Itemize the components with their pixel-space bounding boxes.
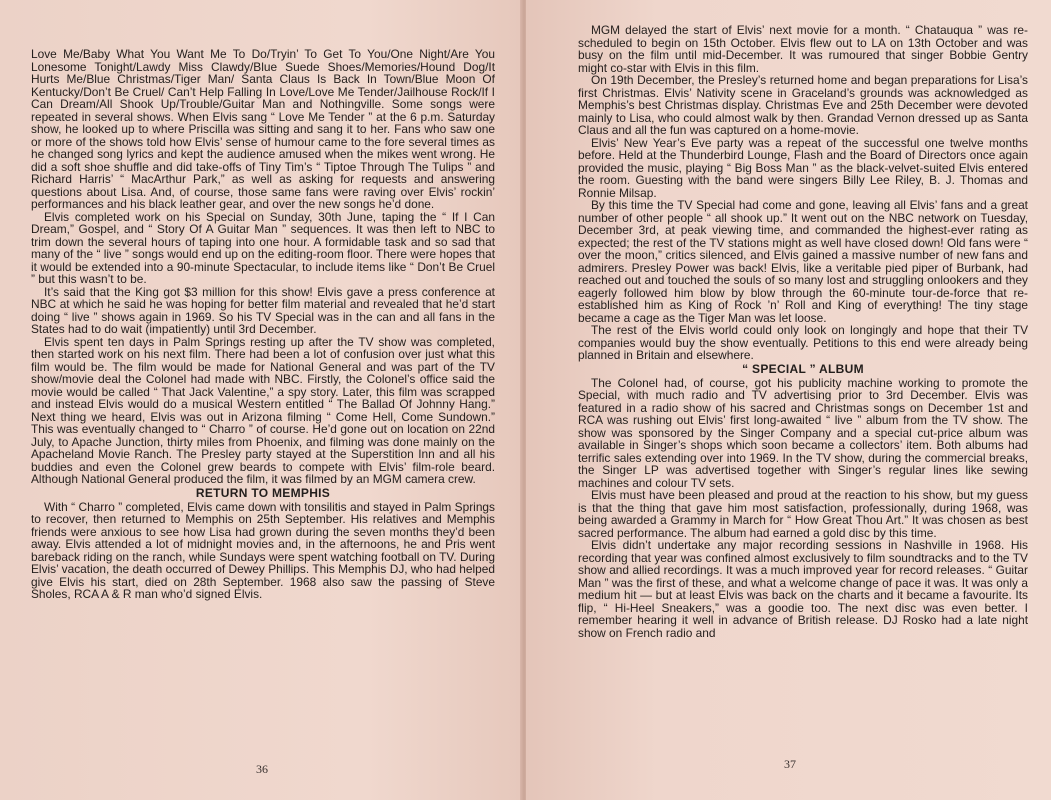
left-paragraph-2: Elvis completed work on his Special on Sunday, 30th June, taping the “ If I Can Dream,” Gospel, and “ Story Of A Guitar Man ” sequences. It was then left to NBC to trim down the several hours of taping into one hour. A formidable task and so sad that many of the “ live ” songs would end up on the editing-room floor. There were hopes that it would be extended into a 90-minute Spectacular, to include items like “ Don’t Be Cruel ” but this wasn’t to be. — [31, 209, 495, 286]
section-heading-special-album: “ SPECIAL ” ALBUM — [742, 361, 864, 376]
right-paragraph-6: The Colonel had, of course, got his publicity machine working to promote the Special, with much radio and TV advertising prior to 3rd December. Elvis was featured in a radio show of his sacred and Christmas songs on December 1st and RCA was rushing out Elvis’ first long-awaited “ live ” album from the TV show. The show was sponsored by the Singer Company and a special cut-price album was available in Singer’s shops which soon became a collectors’ item. Both albums had terrific sales extending over into 1969. In the TV show, during the commercial breaks, the Singer LP was advertised together with Singer’s regular lines like sewing machines and colour TV sets. — [578, 375, 1028, 490]
page-number-right: 37 — [784, 757, 796, 771]
right-paragraph-4: By this time the TV Special had come and gone, leaving all Elvis’ fans and a great number of other people “ all shook up.” It went out on the NBC network on Tuesday, December 3rd, at peak viewing time, and commanded the highest-ever rating as expected; the rest of the TV stations might as well have closed down! Old fans were “ over the moon,” critics silenced, and Elvis gained a massive number of new fans and admirers. Presley Power was back! Elvis, like a veritable pied piper of Burbank, had reached out and touched the souls of so many lost and struggling onlookers and they eagerly followed him blow by blow through the 60-minute tour-de-force that re-established him as King of Rock ’n’ Roll and King of everything! The tiny stage became a cage as the Tiger Man was let loose. — [578, 198, 1028, 325]
left-page — [0, 0, 522, 800]
left-paragraph-4: Elvis spent ten days in Palm Springs resting up after the TV show was completed, then started work on his next film. There had been a lot of confusion over just what this film would be. The film would be made for National General and was part of the TV show/movie deal the Colonel had made with NBC. Firstly, the Colonel’s office said the movie would be called “ That Jack Valentine,” a spy story. Later, this film was scrapped and instead Elvis would do a musical Western entitled “ The Ballad Of Johnny Hang.” Next thing we heard, Elvis was out in Arizona filming “ Come Hell, Come Sundown.” This was eventually changed to “ Charro ” of course. He’d gone out on location on 22nd July, to Apache Junction, thirty miles from Phoenix, and filming was done mainly on the Apacheland Movie Ranch. The Presley party stayed at the Superstition Inn and all his buddies and even the Colonel grew beards to compete with Elvis’ film-role beard. Although National General produced the film, it was filmed by an MGM camera crew. — [31, 334, 495, 486]
right-paragraph-7: Elvis must have been pleased and proud at the reaction to his show, but my guess is that the thing that gave him most satisfaction, professionally, during 1968, was being awarded a Grammy in March for “ How Great Thou Art.” It was chosen as best sacred performance. The album had earned a gold disc by this time. — [578, 488, 1028, 540]
section-heading-return-to-memphis: RETURN TO MEMPHIS — [195, 485, 331, 500]
right-paragraph-2: On 19th December, the Presley’s returned home and began preparations for Lisa’s first Christmas. Elvis’ Nativity scene in Graceland’s grounds was acknowledged as Memphis’s best Christmas display. Christmas Eve and 25th December were devoted mainly to Lisa, who could almost walk by then. Grandad Vernon dressed up as Santa Claus and all the fun was captured on a home-movie. — [578, 73, 1028, 137]
left-paragraph-5: With “ Charro ” completed, Elvis came down with tonsilitis and stayed in Palm Springs to recover, then returned to Memphis on 25th September. His relatives and Memphis friends were anxious to see how Lisa had grown during the seven months they’d been away. Elvis attended a lot of midnight movies and, in the afternoons, he and Pris went bareback riding on the ranch, while Sundays were spent watching football on TV. During Elvis’ vacation, the death occurred of Dewey Phillips. This Memphis DJ, who had helped give Elvis his start, died on 28th September. 1968 also saw the passing of Steve Sholes, RCA A & R man who’d signed Elvis. — [31, 499, 495, 601]
right-paragraph-8: Elvis didn’t undertake any major recording sessions in Nashville in 1968. His recording that year was confined almost exclusively to film soundtracks and to the TV show and allied recordings. It was a much improved year for record releases. “ Guitar Man ” was the first of these, and what a welcome change of pace it was. It was only a medium hit — but at least Elvis was back on the charts and it became a favourite. Its flip, “ Hi-Heel Sneakers,” was a goodie too. The next disc was even better. I remember hearing it well in advance of British release. DJ Rosko had a late night show on French radio and — [578, 538, 1028, 640]
right-paragraph-3: Elvis’ New Year’s Eve party was a repeat of the successful one twelve months before. Held at the Thunderbird Lounge, Flash and the Board of Directors once again provided the music, playing “ Big Boss Man ” as the black-velvet-suited Elvis entered the room. Guesting with the band were singers Billy Lee Riley, B. J. Thomas and Ronnie Milsap. — [578, 135, 1028, 200]
left-paragraph-1: Love Me/Baby What You Want Me To Do/Tryin’ To Get To You/One Night/Are You Lonesome Tonight/Lawdy Miss Clawdy/Blue Suede Shoes/Memories/Hound Dog/It Hurts Me/Blue Christmas/Tiger Man/ Santa Claus Is Back In Town/Blue Moon Of Kentucky/Don’t Be Cruel/ Can’t Help Falling In Love/Love Me Tender/Jailhouse Rock/If I Can Dream/All Shook Up/Trouble/Guitar Man and Nothingville. Some songs were repeated in several shows. When Elvis sang “ Love Me Tender ” at the 6 p.m. Saturday show, he looked up to where Priscilla was sitting and sang it to her. Fans who saw one or more of the shows told how Elvis’ sense of humour came to the fore several times as he changed song lyrics and kept the audience amused when the mikes went wrong. He did a soft shoe shuffle and did take-offs of Tiny Tim’s “ Tiptoe Through The Tulips ” and Richard Harris’ “ MacArthur Park,” as well as asking for requests and answering questions about Lisa. And, of course, those same fans were raving over Elvis’ rockin’ performances and his black leather gear, and over the new songs he’d done. — [31, 47, 495, 211]
right-paragraph-1: MGM delayed the start of Elvis’ next movie for a month. “ Chatauqua ” was re-scheduled to begin on 15th October. Elvis flew out to LA on 13th October and was busy on the film until mid-December. It was rumoured that singer Bobbie Gentry might co-star with Elvis in this film. — [578, 23, 1028, 75]
right-paragraph-5: The rest of the Elvis world could only look on longingly and hope that their TV companies would buy the show eventually. Petitions to this end were already being planned in Britain and elsewhere. — [578, 323, 1028, 362]
left-page-text — [31, 48, 495, 601]
right-page — [526, 0, 1051, 800]
left-paragraph-3: It’s said that the King got $3 million for this show! Elvis gave a press conference at NBC at which he said he was hoping for better film material and revealed that he’d start doing “ live ” shows again in 1969. So his TV Special was in the can and all fans in the States had to do wait (impatiently) until 3rd December. — [31, 284, 495, 336]
right-page-text — [578, 24, 1028, 639]
page-number-left: 36 — [256, 762, 268, 776]
